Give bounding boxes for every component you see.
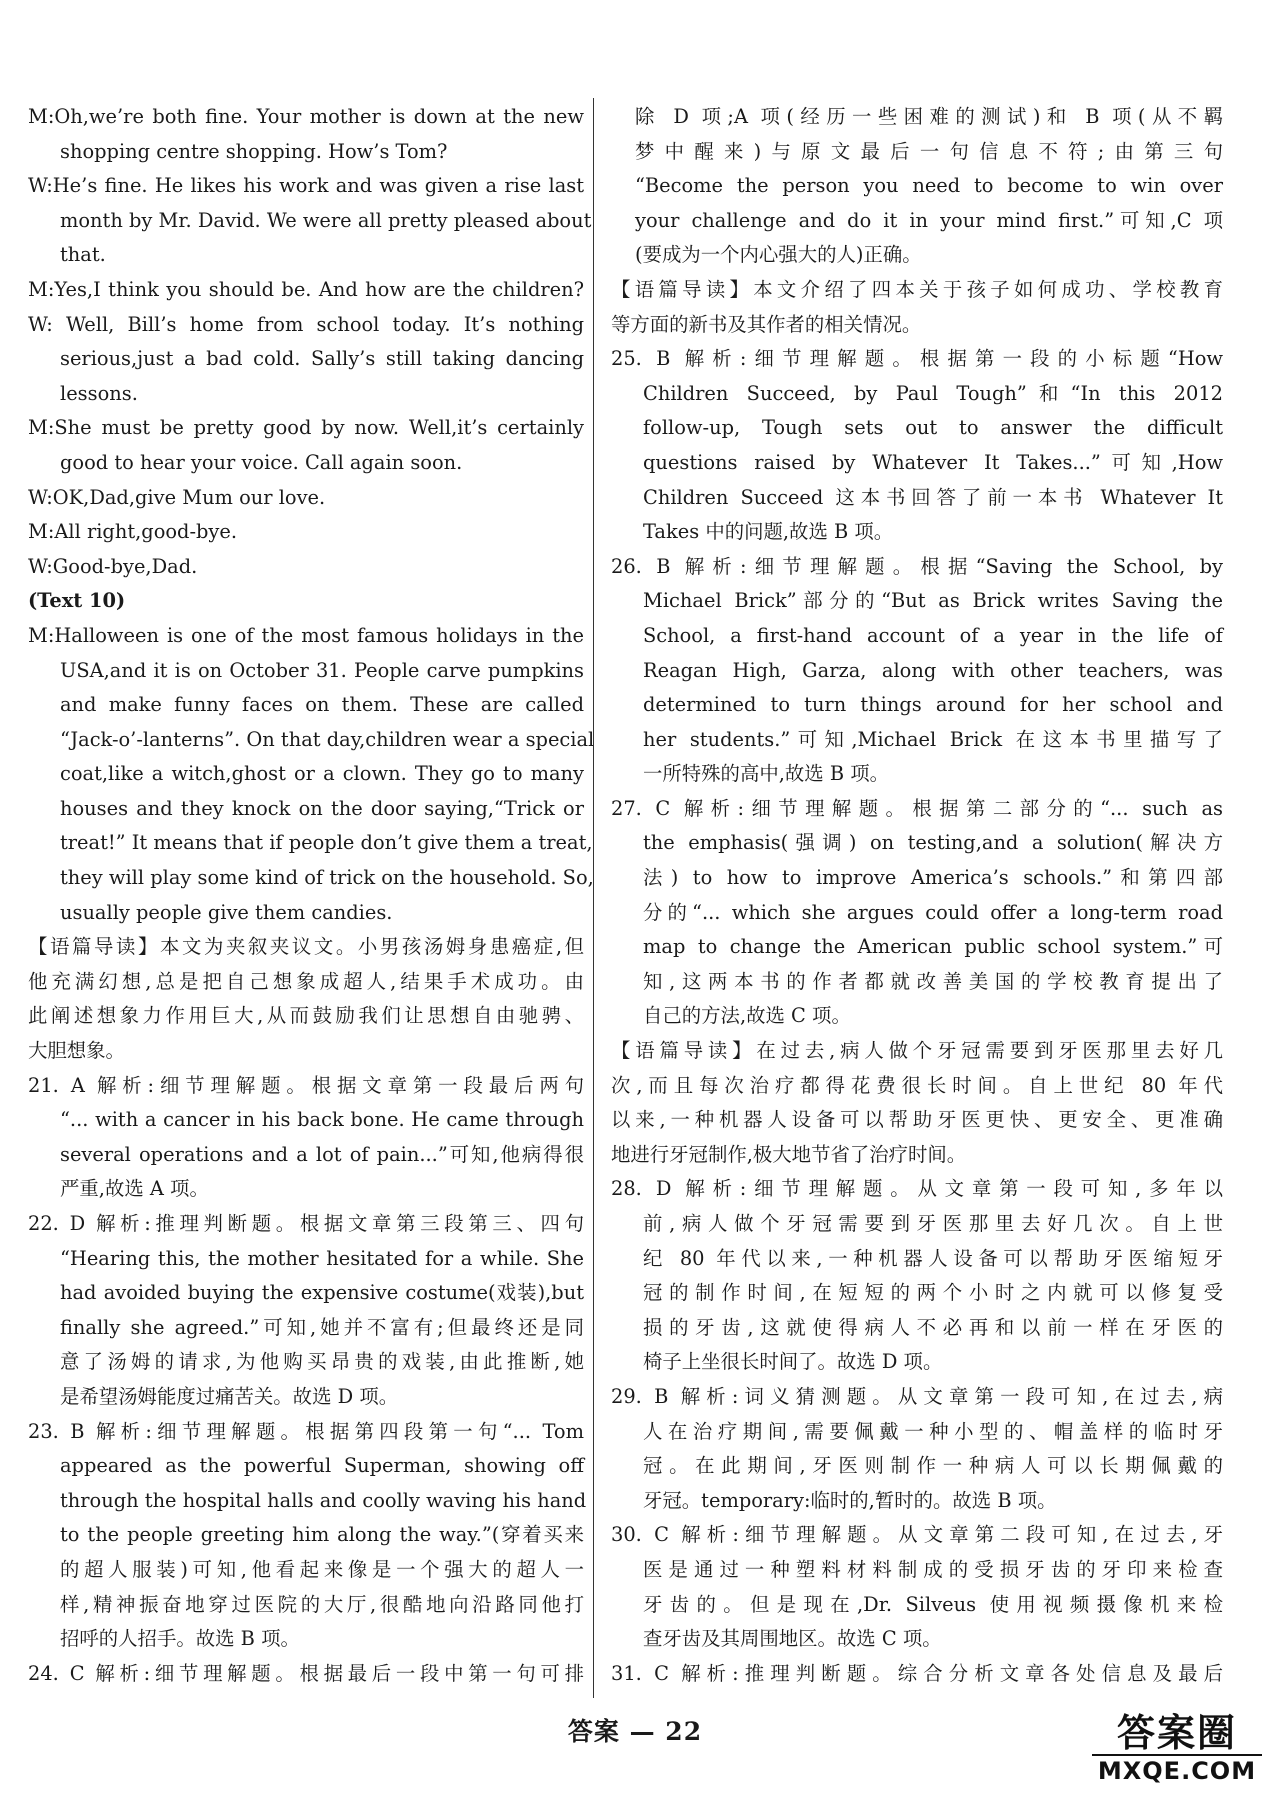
- right-text-line: 28. D 解析:细节理解题。从文章第一段可知,多年以: [611, 1177, 1223, 1201]
- right-text-line: 牙齿的。但是现在,Dr. Silveus 使用视频摄像机来检: [643, 1592, 1223, 1616]
- right-text-line: “Become the person you need to become to win over: [635, 174, 1223, 198]
- right-text-line: 【语篇导读】在过去,病人做个牙冠需要到牙医那里去好几: [611, 1039, 1223, 1063]
- right-text-line: map to change the American public school system.”可: [643, 935, 1223, 959]
- right-text-line: 27. C 解析:细节理解题。根据第二部分的“... such as: [611, 796, 1223, 820]
- right-text-line: 查牙齿及其周围地区。故选 C 项。: [643, 1627, 942, 1651]
- right-text-line: 前,病人做个牙冠需要到牙医那里去好几次。自上世: [643, 1212, 1223, 1235]
- left-text-line: that.: [60, 243, 106, 267]
- right-text-line: Michael Brick”部分的“But as Brick writes Saving the: [643, 589, 1223, 613]
- left-text-line: 意了汤姆的请求,为他购买昂贵的戏装,由此推断,她: [60, 1350, 584, 1374]
- left-text-line: 样,精神振奋地穿过医院的大厅,很酷地向沿路同他打: [60, 1592, 584, 1616]
- left-text-line: 21. A 解析:细节理解题。根据文章第一段最后两句: [28, 1073, 584, 1097]
- right-text-line: 人在治疗期间,需要佩戴一种小型的、帽盖样的临时牙: [643, 1419, 1223, 1443]
- right-text-line: 除 D 项;A 项(经历一些困难的测试)和 B 项(从不羁: [635, 105, 1223, 128]
- left-text-line: “... with a cancer in his back bone. He came through: [60, 1108, 584, 1132]
- left-text-line: finally she agreed.”可知,她并不富有;但最终还是同: [60, 1315, 584, 1339]
- left-text-line: 招呼的人招手。故选 B 项。: [60, 1627, 300, 1651]
- left-text-line: and make funny faces on them. These are called: [60, 693, 584, 717]
- right-column: [611, 100, 1223, 1691]
- left-text-line: “Hearing this, the mother hesitated for a while. She: [60, 1246, 584, 1270]
- left-text-line: month by Mr. David. We were all pretty pleased about: [60, 208, 592, 232]
- left-text-line: 的超人服装)可知,他看起来像是一个强大的超人一: [60, 1557, 584, 1581]
- left-text-line: 是希望汤姆能度过痛苦关。故选 D 项。: [60, 1384, 399, 1408]
- right-text-line: 25. B 解析:细节理解题。根据第一段的小标题“How: [611, 347, 1223, 371]
- left-text-line: appeared as the powerful Superman, showing off: [60, 1454, 584, 1478]
- right-text-line: (要成为一个内心强大的人)正确。: [635, 243, 922, 267]
- right-text-line: 一所特殊的高中,故选 B 项。: [643, 762, 890, 786]
- right-text-line: 法) to how to improve America’s schools.”和第四部: [643, 866, 1223, 890]
- left-text-line: houses and they knock on the door saying,“Trick or: [60, 796, 584, 820]
- right-text-line: 椅子上坐很长时间了。故选 D 项。: [643, 1350, 943, 1374]
- right-text-line: Takes 中的问题,故选 B 项。: [643, 520, 894, 544]
- right-text-line: 冠的制作时间,在短短的两个小时之内就可以修复受: [643, 1281, 1223, 1305]
- right-text-line: 30. C 解析:细节理解题。从文章第二段可知,在过去,牙: [611, 1523, 1223, 1547]
- left-text-line: shopping centre shopping. How’s Tom?: [60, 139, 448, 163]
- right-text-line: 医是通过一种塑料材料制成的受损牙齿的牙印来检查: [643, 1557, 1223, 1581]
- right-text-line: your challenge and do it in your mind first.”可知,C 项: [635, 208, 1223, 232]
- left-text-line: (Text 10): [28, 589, 126, 613]
- right-text-line: Reagan High, Garza, along with other teachers, was: [643, 658, 1223, 682]
- left-text-line: W:Good-bye,Dad.: [28, 554, 198, 578]
- left-text-line: “Jack-o’-lanterns”. On that day,children wear a special: [60, 727, 595, 751]
- right-text-line: determined to turn things around for her school and: [643, 693, 1223, 717]
- left-text-line: 24. C 解析:细节理解题。根据最后一段中第一句可排: [28, 1661, 584, 1685]
- right-text-line: 29. B 解析:词义猜测题。从文章第一段可知,在过去,病: [611, 1384, 1223, 1408]
- watermark-url: MXQE.COM: [1092, 1754, 1262, 1786]
- left-text-line: M:Oh,we’re both fine. Your mother is down at the new: [28, 105, 584, 128]
- left-text-line: 【语篇导读】本文为夹叙夹议文。小男孩汤姆身患癌症,但: [28, 935, 584, 959]
- left-text-line: they will play some kind of trick on the household. So,: [60, 866, 594, 890]
- left-text-line: 23. B 解析:细节理解题。根据第四段第一句“... Tom: [28, 1419, 584, 1443]
- right-text-line: 地进行牙冠制作,极大地节省了治疗时间。: [611, 1142, 967, 1166]
- left-text-line: coat,like a witch,ghost or a clown. They go to many: [60, 762, 584, 786]
- watermark-top: 答案圈: [1116, 1711, 1237, 1755]
- right-text-line: the emphasis(强调) on testing,and a solution(解决方: [643, 831, 1223, 855]
- left-text-line: M:Halloween is one of the most famous holidays in the: [28, 623, 584, 647]
- left-text-line: had avoided buying the expensive costume(戏装),but: [60, 1281, 584, 1305]
- left-text-line: serious,just a bad cold. Sally’s still taking dancing: [60, 347, 584, 371]
- left-text-line: usually people give them candies.: [60, 900, 393, 924]
- left-text-line: lessons.: [60, 381, 138, 405]
- right-text-line: her students.”可知,Michael Brick 在这本书里描写了: [643, 727, 1223, 751]
- watermark-logo: [1092, 1712, 1262, 1790]
- right-text-line: 26. B 解析:细节理解题。根据“Saving the School, by: [611, 554, 1223, 578]
- left-text-line: 他充满幻想,总是把自己想象成超人,结果手术成功。由: [28, 969, 584, 993]
- left-text-line: 22. D 解析:推理判断题。根据文章第三段第三、四句: [28, 1212, 584, 1235]
- page-footer: 答案 — 22: [567, 1717, 703, 1746]
- left-text-line: M:All right,good-bye.: [28, 520, 238, 544]
- right-text-line: 31. C 解析:推理判断题。综合分析文章各处信息及最后: [611, 1661, 1223, 1685]
- left-column: [28, 100, 595, 1691]
- left-text-line: USA,and it is on October 31. People carve pumpkins: [60, 658, 584, 682]
- right-text-line: 以来,一种机器人设备可以帮助牙医更快、更安全、更准确: [611, 1108, 1223, 1132]
- left-text-line: M:Yes,I think you should be. And how are the children?: [28, 277, 584, 301]
- left-text-line: through the hospital halls and coolly waving his hand: [60, 1488, 587, 1512]
- right-text-line: 牙冠。temporary:临时的,暂时的。故选 B 项。: [643, 1488, 1057, 1512]
- right-text-line: questions raised by Whatever It Takes...”可知,How: [643, 450, 1223, 474]
- right-text-line: 知,这两本书的作者都就改善美国的学校教育提出了: [643, 969, 1223, 993]
- right-text-line: 损的牙齿,这就使得病人不必再和以前一样在牙医的: [643, 1315, 1223, 1339]
- right-text-line: 纪 80 年代以来,一种机器人设备可以帮助牙医缩短牙: [643, 1246, 1223, 1270]
- right-text-line: 自己的方法,故选 C 项。: [643, 1004, 851, 1028]
- right-text-line: 冠。在此期间,牙医则制作一种病人可以长期佩戴的: [643, 1454, 1223, 1478]
- left-text-line: W:He’s fine. He likes his work and was given a rise last: [28, 174, 584, 198]
- left-text-line: 此阐述想象力作用巨大,从而鼓励我们让思想自由驰骋、: [28, 1004, 584, 1028]
- left-text-line: M:She must be pretty good by now. Well,it’s certainly: [28, 416, 584, 440]
- right-text-line: 梦中醒来)与原文最后一句信息不符;由第三句: [635, 139, 1223, 163]
- left-text-line: good to hear your voice. Call again soon.: [60, 450, 463, 474]
- left-text-line: several operations and a lot of pain...”可知,他病得很: [60, 1142, 584, 1166]
- right-text-line: Children Succeed 这本书回答了前一本书 Whatever It: [643, 485, 1223, 509]
- right-text-line: 等方面的新书及其作者的相关情况。: [611, 312, 922, 336]
- right-text-line: follow-up, Tough sets out to answer the difficult: [643, 416, 1223, 440]
- left-text-line: W:OK,Dad,give Mum our love.: [28, 485, 326, 509]
- right-text-line: 【语篇导读】本文介绍了四本关于孩子如何成功、学校教育: [611, 277, 1223, 301]
- left-text-line: 严重,故选 A 项。: [60, 1177, 209, 1201]
- column-divider: [593, 98, 594, 1698]
- left-text-line: W: Well, Bill’s home from school today. It’s nothing: [28, 312, 584, 336]
- left-text-line: 大胆想象。: [28, 1039, 125, 1063]
- right-text-line: 次,而且每次治疗都得花费很长时间。自上世纪 80 年代: [611, 1073, 1223, 1097]
- left-text-line: to the people greeting him along the way.”(穿着买来: [60, 1523, 584, 1547]
- left-text-line: treat!” It means that if people don’t give them a treat,: [60, 831, 593, 855]
- right-text-line: 分的“... which she argues could offer a long-term road: [643, 900, 1223, 924]
- right-text-line: School, a first-hand account of a year in the life of: [643, 623, 1223, 647]
- right-text-line: Children Succeed, by Paul Tough”和“In this 2012: [643, 381, 1223, 405]
